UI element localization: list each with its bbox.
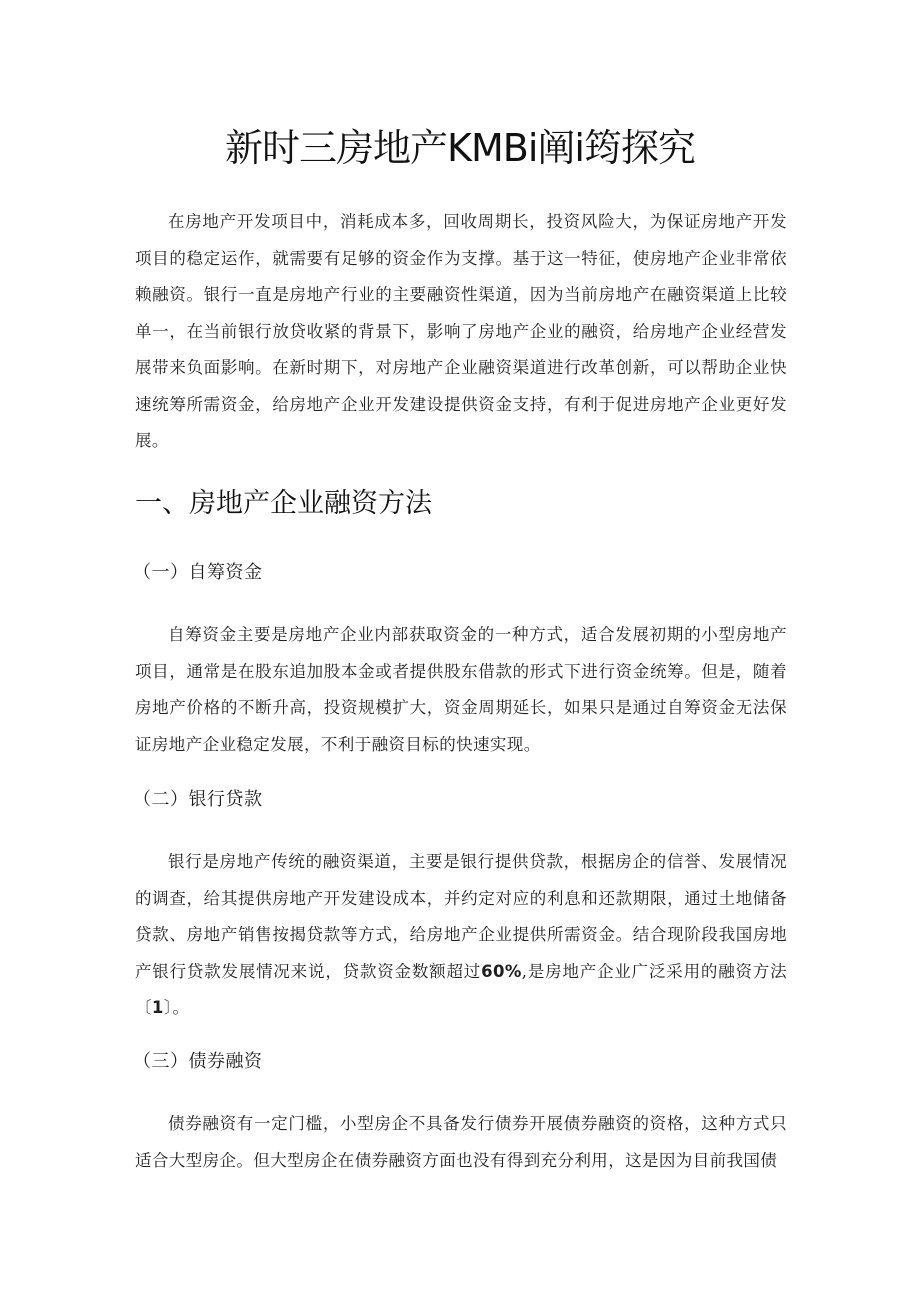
bank-loans-paragraph [135,844,787,1027]
reference-close-bracket: 〕。 [163,998,190,1017]
document-title: 新时三房地产KMBi阐i筠探究 [225,126,695,170]
reference-number: 1 [151,998,164,1017]
reference-open-bracket: 〔 [135,998,152,1017]
section-heading-financing-methods: 一、房地产企业融资方法 [135,488,432,519]
subheading-bond-financing: （三）债券融资 [133,1051,263,1072]
bond-financing-paragraph: 债券融资有一定门槛，小型房企不具备发行债券开展债券融资的资格，这种方式只适合大型房企。但大型房企在债券融资方面也没有得到充分利用，这是因为目前我国债 [135,1114,787,1170]
subheading-self-raised-funds: （一）自筹资金 [133,562,263,583]
bank-loans-text-part1: 银行是房地产传统的融资渠道，主要是银行提供贷款，根据房企的信誉、发展情况的调查，给其提供房地产开发建设成本，并约定对应的利息和还款期限，通过土地储备贷款、房地产销售按揭贷款等方式，给房地产企业提供所需资金。结合现阶段我国房地产银行贷款发展情况来说，贷款资金数额超过 [135,852,787,981]
bank-loans-text-part2: ,是房地产企业广泛采用的融资方法 [521,961,788,981]
self-raised-funds-paragraph: 自筹资金主要是房地产企业内部获取资金的一种方式，适合发展初期的小型房地产项目，通常是在股东追加股本金或者提供股东借款的形式下进行资金统筹。但是，随着房地产价格的不断升高，投资规模扩大，资金周期延长，如果只是通过自筹资金无法保证房地产企业稳定发展，不利于融资目标的快速实现。 [135,625,787,754]
intro-paragraph: 在房地产开发项目中，消耗成本多，回收周期长，投资风险大，为保证房地产开发项目的稳定运作，就需要有足够的资金作为支撑。基于这一特征，使房地产企业非常依赖融资。银行一直是房地产行业的主要融资性渠道，因为当前房地产在融资渠道上比较单一，在当前银行放贷收紧的背景下，影响了房地产企业的融资，给房地产企业经营发展带来负面影响。在新时期下，对房地产企业融资渠道进行改革创新，可以帮助企业快速统筹所需资金，给房地产企业开发建设提供资金支持，有利于促进房地产企业更好发展。 [135,212,787,450]
subheading-bank-loans: （二）银行贷款 [133,789,263,810]
loan-percentage: 60% [481,961,522,981]
